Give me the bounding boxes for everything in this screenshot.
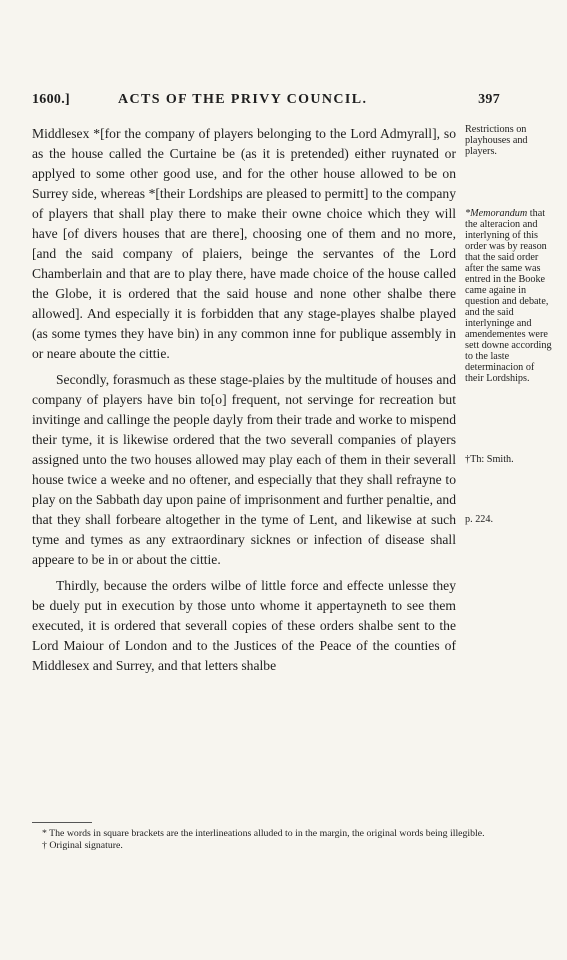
header-year: 1600.] bbox=[32, 92, 70, 107]
paragraph-secondly: Secondly, forasmuch as these stage-plaies by the multitude of houses and company of players have bin to[o] frequent, not servinge for recreation but invitinge and callinge the people dayly from their trade and worke to mispend their tyme, it is likewise ordered that the two severall companies of players assigned unto the two houses allowed may play each of them in their severall house twice a weeke and no oftener, and especially that they shall refrayne to play on the Sabbath day upon paine of imprisonment and further penaltie, and that they shall forbeare altogether in the tyme of Lent, and likewise at such tyme and tymes as any extraordinary sicknes or infection of disease shall appeare to be in or about the cittie. bbox=[32, 372, 456, 567]
running-header bbox=[32, 92, 500, 112]
margin-note-memorandum bbox=[465, 208, 555, 384]
footnote-signature: † Original signature. bbox=[42, 840, 123, 851]
main-text bbox=[32, 124, 456, 682]
memorandum-text: that the alteracion and interlyning of this order was by reason that the said order after the same was entred in the Booke came againe in question and debate, and the said interlyninge and amendementes were sett downe according to the laste determinacion of their Lordships. bbox=[465, 208, 552, 384]
page-number: 397 bbox=[478, 92, 500, 107]
header-title: ACTS OF THE PRIVY COUNCIL. bbox=[118, 92, 368, 107]
footnote-interlineations: * The words in square brackets are the interlineations alluded to in the margin, the original words being illegible. bbox=[42, 828, 485, 839]
footnote-divider bbox=[32, 822, 92, 823]
footnotes bbox=[32, 828, 532, 852]
paragraph-thirdly: Thirdly, because the orders wilbe of little force and effecte unlesse they be duely put in execution by those unto whome it appertayneth to see them executed, it is ordered that severall copies of these orders shalbe sent to the Lord Maiour of London and to the Justices of the Peace of the counties of Middlesex and Surrey, and that letters shalbe bbox=[32, 578, 456, 673]
margin-note-restrictions: Restrictions on playhouses and players. bbox=[465, 124, 528, 157]
margin-note-signature: †Th: Smith. bbox=[465, 454, 514, 465]
paragraph-continuation: Middlesex *[for the company of players belonging to the Lord Admyrall], so as the house called the Curtaine be (as it is pretended) either ruynated or applyed to some other good use, and for the other house allowed to be on Surrey side, whereas *[their Lordships are pleased to permitt] to the company of players that shall play there to make their owne choice which they will have [of divers houses that are there], choosing one of them and no more, [and the said company of plaiers, beinge the servantes of the Lord Chamberlain and that are to play there, have made choice of the house called the Globe, it is ordered that the said house and none other shalbe there allowed]. And especially it is forbidden that any stage-playes shalbe played (as some tymes they have bin) in any common inne for publique assembly in or neare aboute the cittie. bbox=[32, 126, 456, 361]
memorandum-lead: *Memorandum bbox=[465, 208, 528, 219]
margin-note-page-ref: p. 224. bbox=[465, 514, 494, 525]
